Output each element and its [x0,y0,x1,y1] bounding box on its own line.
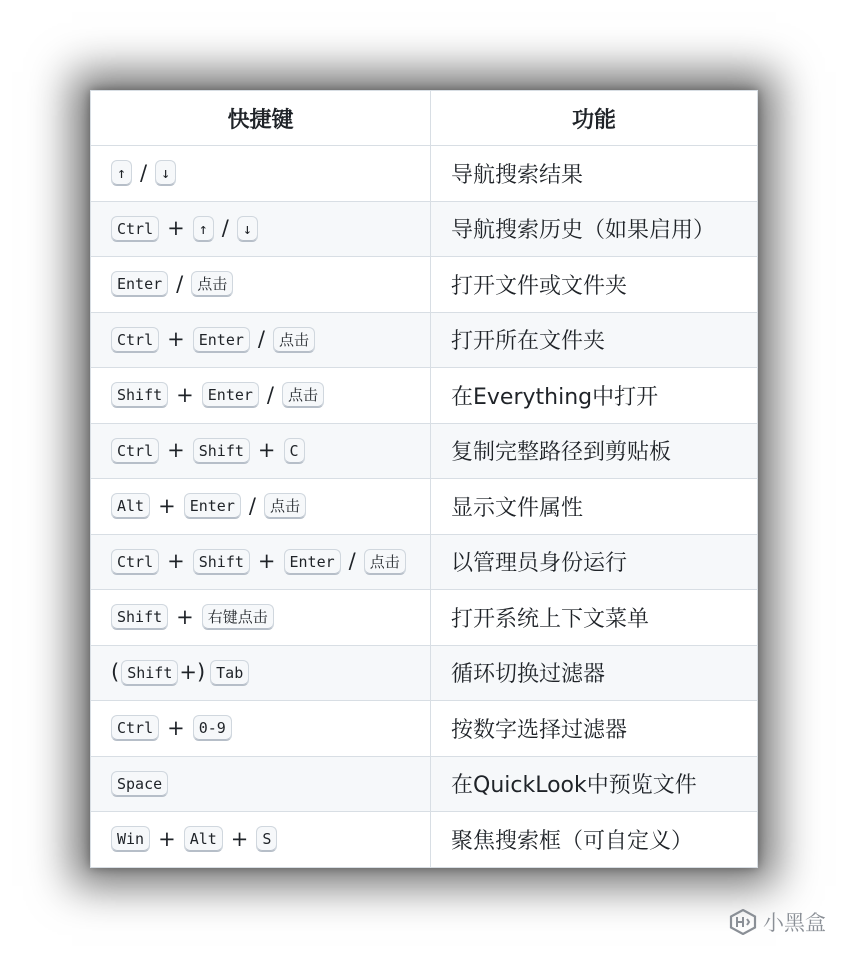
function-text: 打开文件或文件夹 [451,273,628,299]
table-row [91,146,758,202]
key-cap: Shift [193,549,250,575]
function-text: 导航搜索历史（如果启用） [451,218,716,244]
key-separator: + [230,826,249,851]
shortcut-cell [91,312,431,368]
function-cell [431,146,758,202]
key-cap: Ctrl [111,549,159,575]
function-cell [431,701,758,757]
key-separator: + [257,549,276,574]
key-cap: ↑ [111,160,132,186]
key-cap: ↓ [237,216,258,242]
key-separator: + [176,382,194,407]
key-combo [111,604,430,630]
function-text: 循环切换过滤器 [451,662,606,688]
key-separator: / [248,493,256,518]
table-row [91,812,758,868]
shortcut-cell [91,423,431,479]
shortcut-cell [91,534,431,590]
key-separator: / [266,382,274,407]
table-row [91,368,758,424]
shortcut-cell [91,201,431,257]
key-cap: Shift [111,604,168,630]
table-row [91,590,758,646]
key-cap: Tab [210,660,249,686]
table-row [91,312,758,368]
function-text: 以管理员身份运行 [451,551,628,577]
function-cell [431,812,758,868]
key-separator: + [158,493,176,518]
key-separator: / [221,216,229,241]
key-separator: + [167,438,185,463]
key-cap: 点击 [364,549,406,575]
key-separator: + [176,604,194,629]
shortcut-cell [91,701,431,757]
key-cap: Enter [184,493,241,519]
function-cell [431,201,758,257]
key-combo [111,826,430,852]
key-combo [111,382,430,408]
key-cap: 右键点击 [202,604,274,630]
function-text: 聚焦搜索框（可自定义） [451,828,694,854]
watermark [729,907,826,937]
key-combo [111,660,430,686]
shortcut-cell [91,812,431,868]
key-combo [111,327,430,353]
function-cell [431,257,758,313]
key-separator: / [176,271,184,296]
table-row [91,534,758,590]
function-text: 打开系统上下文菜单 [451,606,650,632]
key-separator: + [257,438,276,463]
key-cap: Ctrl [111,715,159,741]
key-cap: 点击 [191,271,233,297]
shortcut-cell [91,756,431,812]
key-cap: S [256,826,277,852]
key-separator: / [348,549,356,574]
key-cap: Ctrl [111,438,159,464]
header-shortcut: 快捷键 [91,91,431,146]
key-separator: + [167,715,185,740]
key-cap: 点击 [282,382,324,408]
key-cap: Space [111,771,168,797]
key-separator: / [140,160,148,185]
function-cell [431,312,758,368]
key-combo [111,549,430,575]
key-cap: 0-9 [193,715,232,741]
key-separator: + [158,826,176,851]
key-cap: Win [111,826,150,852]
key-cap: C [284,438,305,464]
function-text: 在QuickLook中预览文件 [451,773,697,799]
table-row [91,257,758,313]
function-text: 打开所在文件夹 [451,329,606,355]
key-cap: Ctrl [111,216,159,242]
table-row [91,701,758,757]
function-text: 在Everything中打开 [451,384,659,410]
function-cell [431,756,758,812]
key-combo [111,715,430,741]
shortcut-cell [91,368,431,424]
key-cap: Alt [184,826,223,852]
function-cell [431,590,758,646]
table-body [91,146,758,868]
key-separator: + [167,216,185,241]
shortcut-cell [91,146,431,202]
key-separator: / [257,327,265,352]
shortcut-cell [91,645,431,701]
key-combo [111,771,430,797]
key-combo [111,438,430,464]
table-row [91,201,758,257]
table-header-row [91,91,758,146]
key-combo [111,216,430,242]
function-cell [431,479,758,535]
key-cap: Shift [111,382,168,408]
key-cap: Enter [193,327,250,353]
heybox-logo-icon [729,909,757,935]
key-cap: Alt [111,493,150,519]
key-cap: Shift [121,660,178,686]
function-text: 按数字选择过滤器 [451,717,628,743]
function-text: 导航搜索结果 [451,162,584,188]
function-cell [431,534,758,590]
table-row [91,756,758,812]
watermark-text: 小黑盒 [763,911,826,935]
shortcut-cell [91,257,431,313]
shortcut-cell [91,590,431,646]
key-cap: Enter [202,382,259,408]
table-row [91,479,758,535]
paren-close: +) [179,660,206,685]
key-cap: ↑ [193,216,214,242]
function-cell [431,645,758,701]
function-cell [431,423,758,479]
header-function: 功能 [431,91,758,146]
key-cap: Enter [111,271,168,297]
key-cap: Enter [284,549,341,575]
key-separator: + [167,327,185,352]
key-cap: Ctrl [111,327,159,353]
paren-open: ( [111,660,120,685]
key-cap: ↓ [155,160,176,186]
key-combo [111,160,430,186]
table-row [91,645,758,701]
shortcut-table [90,90,758,868]
key-separator: + [167,549,185,574]
table-row [91,423,758,479]
shortcut-cell [91,479,431,535]
function-text: 显示文件属性 [451,495,584,521]
key-combo [111,493,430,519]
key-cap: Shift [193,438,250,464]
key-cap: 点击 [264,493,306,519]
function-cell [431,368,758,424]
key-combo [111,271,430,297]
key-cap: 点击 [273,327,315,353]
function-text: 复制完整路径到剪贴板 [451,440,672,466]
